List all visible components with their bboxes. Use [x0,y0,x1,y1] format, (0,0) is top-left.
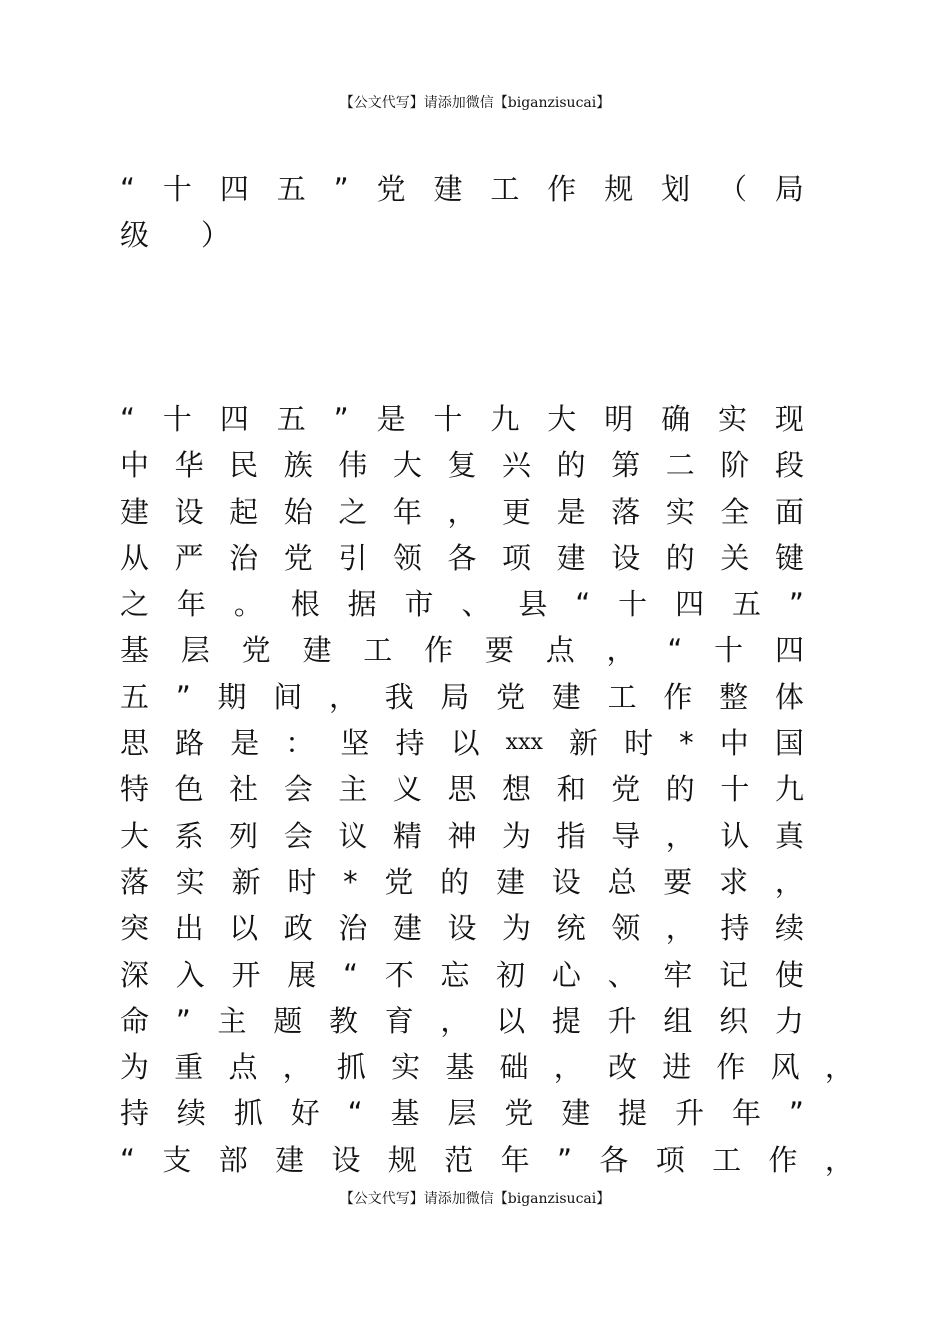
title-line-1 [120,166,804,212]
text-glyph: 民 [229,448,259,483]
text-glyph: 工 [490,172,520,206]
text-glyph: ， [606,633,636,668]
text-glyph: 党 [496,679,526,714]
text-glyph: 键 [774,540,804,575]
text-glyph: 党 [384,864,414,899]
text-glyph: 层 [180,633,210,668]
text-glyph: 是 [556,494,586,529]
text-glyph: 十 [162,172,192,206]
body-line [120,581,804,627]
text-glyph: 族 [283,448,313,483]
text-glyph: 主 [338,772,368,807]
text-glyph: 大 [120,818,150,853]
text-glyph: ” [175,679,191,714]
text-glyph: 议 [338,818,368,853]
text-glyph: 心 [551,957,581,992]
text-glyph: 特 [120,772,150,807]
text-glyph: 、 [461,587,491,622]
text-glyph: ： [285,726,315,761]
page-header-watermark: 【公文代写】请添加微信【biganzisucai】 [339,95,611,111]
body-line [120,489,804,535]
text-glyph: 进 [662,1050,692,1085]
text-glyph: 落 [120,864,150,899]
text-glyph: 开 [231,957,261,992]
text-glyph: 出 [174,911,204,946]
text-glyph: 要 [484,633,514,668]
text-glyph: 是 [230,726,260,761]
text-glyph: 深 [120,957,150,992]
text-glyph: 持 [395,726,425,761]
text-glyph: 和 [556,772,586,807]
text-glyph: 点 [228,1050,258,1085]
text-glyph: “ [120,402,136,436]
text-glyph: 续 [774,911,804,946]
text-glyph: 的 [556,448,586,483]
text-glyph: 据 [347,587,377,622]
text-glyph: 统 [556,911,586,946]
text-glyph: ， [447,494,477,529]
text-glyph: 作 [716,1050,746,1085]
text-glyph: 局 [440,679,470,714]
text-glyph: 记 [719,957,749,992]
text-glyph: ， [824,1050,854,1085]
text-glyph: 十 [720,772,750,807]
body-line [120,720,804,766]
text-glyph: 抓 [336,1050,366,1085]
text-glyph: 列 [229,818,259,853]
text-glyph: 间 [273,679,303,714]
text-glyph: 部 [218,1142,248,1177]
text-glyph: 大 [547,402,577,436]
text-glyph: 想 [502,772,532,807]
text-glyph: 支 [162,1142,192,1177]
text-glyph: 是 [376,402,406,436]
text-glyph: 实 [391,1050,421,1085]
text-glyph: 建 [556,540,586,575]
text-glyph: 十 [433,402,463,436]
text-glyph: 提 [551,1003,581,1038]
text-glyph: 基 [445,1050,475,1085]
text-glyph: 年 [176,587,206,622]
text-glyph: 整 [719,679,749,714]
text-glyph: 织 [719,1003,749,1038]
text-glyph: 新 [568,726,598,761]
text-glyph: 明 [604,402,634,436]
text-glyph: 工 [712,1142,742,1177]
text-glyph: 牢 [663,957,693,992]
text-glyph: 义 [392,772,422,807]
text-glyph: 作 [663,679,693,714]
text-glyph: “ [120,172,136,206]
text-glyph: 级 [120,218,150,253]
text-glyph: 项 [502,540,532,575]
text-glyph: 系 [174,818,204,853]
text-glyph: 阶 [720,448,750,483]
text-glyph: 中 [120,448,150,483]
text-glyph: ， [774,864,804,899]
text-glyph: 建 [433,172,463,206]
text-glyph: 二 [665,448,695,483]
text-glyph: 党 [504,1096,534,1131]
text-glyph: 入 [175,957,205,992]
text-glyph: 持 [720,911,750,946]
text-glyph: 教 [328,1003,358,1038]
text-glyph: 建 [120,494,150,529]
body-line [120,1090,804,1136]
text-glyph: 面 [774,494,804,529]
text-glyph: ） [201,218,231,253]
text-glyph: 建 [551,679,581,714]
text-glyph: 突 [120,911,150,946]
text-glyph: 国 [774,726,804,761]
text-glyph: 基 [390,1096,420,1131]
text-glyph: 以 [450,726,480,761]
text-glyph: 党 [241,633,271,668]
text-glyph: ， [440,1003,470,1038]
text-glyph: 十 [162,402,192,436]
text-glyph: 党 [376,172,406,206]
text-glyph: 认 [720,818,750,853]
body-line [120,952,804,998]
body-line [120,859,804,905]
text-glyph: 时 [624,726,654,761]
text-glyph: 四 [219,402,249,436]
text-glyph: * [343,864,358,899]
text-glyph: 色 [174,772,204,807]
text-glyph: ， [282,1050,312,1085]
text-glyph: 础 [499,1050,529,1085]
text-glyph: 为 [502,911,532,946]
text-glyph: xxx [505,730,543,756]
text-glyph: 设 [174,494,204,529]
text-glyph: 政 [283,911,313,946]
text-glyph: 领 [392,540,422,575]
text-glyph: 十 [618,587,648,622]
text-glyph: 关 [720,540,750,575]
text-glyph: ， [553,1050,583,1085]
text-glyph: ” [557,1142,573,1177]
text-glyph: 好 [290,1096,320,1131]
text-glyph: ” [788,587,804,622]
text-glyph: 作 [768,1142,798,1177]
text-glyph: 作 [547,172,577,206]
text-glyph: 复 [447,448,477,483]
text-glyph: 社 [229,772,259,807]
text-glyph: 起 [229,494,259,529]
text-glyph: 我 [384,679,414,714]
text-glyph: 华 [174,448,204,483]
text-glyph: 抓 [233,1096,263,1131]
text-glyph: 建 [275,1142,305,1177]
text-glyph: 为 [502,818,532,853]
text-glyph: 题 [273,1003,303,1038]
text-glyph: 的 [440,864,470,899]
text-glyph: 持 [120,1096,150,1131]
text-glyph: 使 [774,957,804,992]
text-glyph: 基 [120,633,150,668]
text-glyph: 五 [276,402,306,436]
text-glyph: 神 [447,818,477,853]
text-glyph: 规 [387,1142,417,1177]
text-glyph: 路 [175,726,205,761]
text-glyph: 的 [665,540,695,575]
text-glyph: 各 [599,1142,629,1177]
text-glyph: 治 [229,540,259,575]
text-glyph: 总 [607,864,637,899]
text-glyph: 确 [661,402,691,436]
text-glyph: 导 [611,818,641,853]
text-glyph: 现 [774,402,804,436]
text-glyph: 根 [290,587,320,622]
text-glyph: 组 [663,1003,693,1038]
text-glyph: 要 [663,864,693,899]
text-glyph: ， [665,818,695,853]
text-glyph: 点 [545,633,575,668]
text-glyph: ” [788,1096,804,1131]
body-line [120,905,804,951]
text-glyph: 设 [331,1142,361,1177]
text-glyph: 坚 [340,726,370,761]
text-glyph: 精 [392,818,422,853]
text-glyph: 工 [363,633,393,668]
text-glyph: 真 [774,818,804,853]
text-glyph: 五 [276,172,306,206]
text-glyph: “ [347,1096,363,1131]
text-glyph: 改 [607,1050,637,1085]
text-glyph: 始 [283,494,313,529]
text-glyph: 落 [611,494,641,529]
text-glyph: 四 [675,587,705,622]
text-glyph: 规 [604,172,634,206]
text-glyph: 范 [444,1142,474,1177]
text-glyph: 伟 [338,448,368,483]
text-glyph: * [679,726,694,761]
text-glyph: 风 [770,1050,800,1085]
text-glyph: ， [328,679,358,714]
text-glyph: 续 [176,1096,206,1131]
text-glyph: 思 [120,726,150,761]
text-glyph: 党 [283,540,313,575]
text-glyph: 四 [219,172,249,206]
text-glyph: 年 [731,1096,761,1131]
text-glyph: 五 [731,587,761,622]
text-glyph: 五 [120,679,150,714]
title-line-2 [120,212,804,258]
text-glyph: 升 [607,1003,637,1038]
text-glyph: 。 [233,587,263,622]
text-glyph: 为 [120,1050,150,1085]
text-glyph: ” [333,402,349,436]
text-glyph: 段 [774,448,804,483]
text-glyph: 领 [611,911,641,946]
text-glyph: 十 [714,633,744,668]
text-glyph: 引 [338,540,368,575]
text-glyph: 局 [774,172,804,206]
text-glyph: 忘 [440,957,470,992]
text-glyph: 年 [392,494,422,529]
document-body [120,396,854,1183]
text-glyph: 展 [287,957,317,992]
body-line [120,813,804,859]
text-glyph: “ [667,633,683,668]
text-glyph: ” [333,172,349,206]
text-glyph: 第 [611,448,641,483]
text-glyph: 以 [229,911,259,946]
text-glyph: 年 [500,1142,530,1177]
text-glyph: 的 [665,772,695,807]
text-glyph: 育 [384,1003,414,1038]
text-glyph: 层 [447,1096,477,1131]
text-glyph: 之 [338,494,368,529]
text-glyph: 兴 [502,448,532,483]
text-glyph: 设 [611,540,641,575]
text-glyph: 重 [174,1050,204,1085]
text-glyph: 市 [404,587,434,622]
text-glyph: “ [575,587,591,622]
text-glyph: 九 [774,772,804,807]
text-glyph: 县 [518,587,548,622]
text-glyph: 之 [120,587,150,622]
text-glyph: “ [120,1142,136,1177]
text-glyph: 求 [719,864,749,899]
body-line [120,1044,854,1090]
text-glyph: 初 [496,957,526,992]
text-glyph: 实 [665,494,695,529]
text-glyph: 会 [283,772,313,807]
body-line [120,442,804,488]
document-title [120,166,804,259]
text-glyph: 主 [217,1003,247,1038]
text-glyph: 实 [718,402,748,436]
text-glyph: 期 [217,679,247,714]
text-glyph: （ [718,172,748,206]
text-glyph: 大 [392,448,422,483]
text-glyph: 设 [551,864,581,899]
text-glyph: 力 [774,1003,804,1038]
text-glyph: 实 [175,864,205,899]
text-glyph: 中 [719,726,749,761]
page-footer-watermark: 【公文代写】请添加微信【biganzisucai】 [339,1191,611,1207]
text-glyph: “ [342,957,358,992]
body-line [120,998,804,1044]
text-glyph: 升 [675,1096,705,1131]
text-glyph: 工 [607,679,637,714]
body-line [120,535,804,581]
text-glyph: 建 [392,911,422,946]
text-glyph: 命 [120,1003,150,1038]
text-glyph: 党 [611,772,641,807]
body-line [120,627,804,673]
text-glyph: 建 [302,633,332,668]
text-glyph: 时 [287,864,317,899]
text-glyph: 建 [561,1096,591,1131]
body-line [120,766,804,812]
text-glyph: 以 [496,1003,526,1038]
text-glyph: 建 [495,864,525,899]
text-glyph: 设 [447,911,477,946]
text-glyph: 会 [283,818,313,853]
body-line [120,396,804,442]
text-glyph: 、 [607,957,637,992]
text-glyph: 九 [490,402,520,436]
body-line [120,674,804,720]
text-glyph: 严 [174,540,204,575]
text-glyph: 更 [502,494,532,529]
text-glyph: 划 [661,172,691,206]
text-glyph: ” [175,1003,191,1038]
text-glyph: ， [665,911,695,946]
body-line [120,1137,854,1183]
text-glyph: 思 [447,772,477,807]
text-glyph: 四 [774,633,804,668]
text-glyph: 从 [120,540,150,575]
text-glyph: 提 [618,1096,648,1131]
text-glyph: 不 [384,957,414,992]
text-glyph: 新 [231,864,261,899]
text-glyph: 作 [424,633,454,668]
text-glyph: 全 [720,494,750,529]
text-glyph: ， [824,1142,854,1177]
text-glyph: 项 [655,1142,685,1177]
text-glyph: 治 [338,911,368,946]
text-glyph: 指 [556,818,586,853]
text-glyph: 体 [774,679,804,714]
text-glyph: 各 [447,540,477,575]
